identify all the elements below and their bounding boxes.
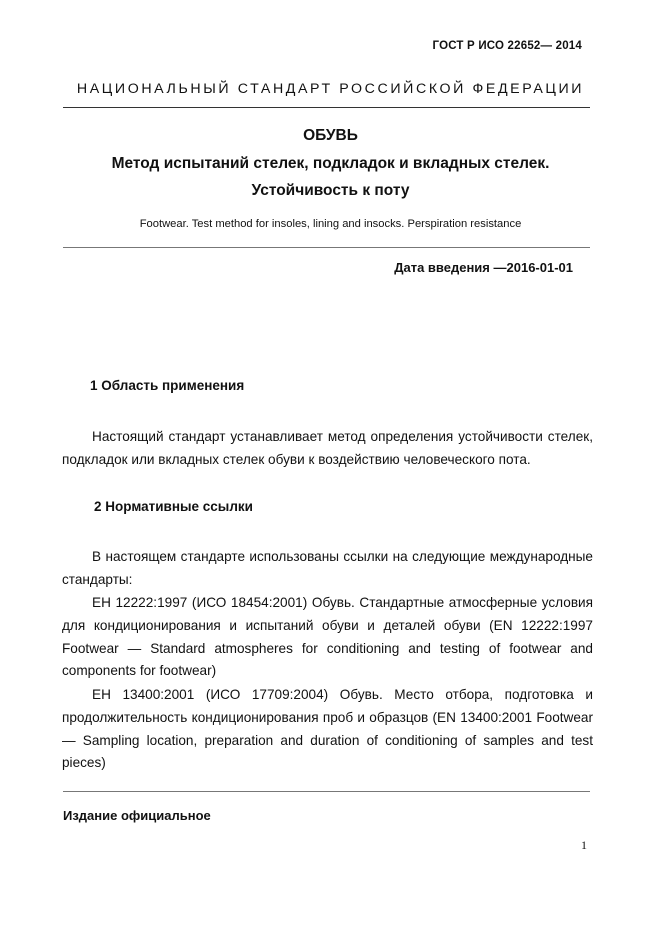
- references-intro-text: В настоящем стандарте использованы ссылки на следующие международные стандарты:: [62, 549, 593, 587]
- english-title: Footwear. Test method for insoles, lining and insocks. Perspiration resistance: [139, 218, 522, 230]
- reference-en-13400-text: ЕН 13400:2001 (ИСО 17709:2004) Обувь. Место отбора, подготовка и продолжительность кондиционирования проб и образцов (EN 13400:2001 Footwear — Sampling location, preparation and duration of conditioning of samples and test pieces): [62, 687, 593, 771]
- national-standard-heading: НАЦИОНАЛЬНЫЙ СТАНДАРТ РОССИЙСКОЙ ФЕДЕРАЦИИ: [76, 81, 585, 97]
- standard-code: ГОСТ Р ИСО 22652— 2014: [432, 40, 582, 52]
- references-intro-paragraph: [62, 546, 593, 592]
- section-heading-normative-references: 2 Нормативные ссылки: [94, 499, 253, 514]
- footer-divider: [63, 791, 590, 792]
- introduction-date: Дата введения —2016-01-01: [394, 260, 573, 275]
- page-number: 1: [581, 838, 587, 852]
- document-subtitle-line-1: Метод испытаний стелек, подкладок и вкладных стелек.: [111, 155, 550, 172]
- section-heading-scope: 1 Область применения: [90, 378, 245, 393]
- reference-en-12222-text: ЕН 12222:1997 (ИСО 18454:2001) Обувь. Стандартные атмосферные условия для кондиционирования и испытаний обуви и деталей обуви (EN 12222:1997 Footwear — Standard atmospheres for conditioning and testing of footwear and components for footwear): [62, 595, 593, 679]
- official-edition-label: Издание официальное: [63, 808, 211, 823]
- scope-paragraph: [62, 426, 593, 472]
- scope-paragraph-text: Настоящий стандарт устанавливает метод определения устойчивости стелек, подкладок или вкладных стелек обуви к воздействию человеческого пота.: [62, 429, 593, 467]
- reference-en-12222: [62, 592, 593, 683]
- reference-en-13400: [62, 684, 593, 775]
- title-divider: [63, 247, 590, 248]
- document-subtitle-line-2: Устойчивость к поту: [251, 182, 410, 199]
- document-title: ОБУВЬ: [303, 127, 358, 144]
- header-divider: [63, 107, 590, 108]
